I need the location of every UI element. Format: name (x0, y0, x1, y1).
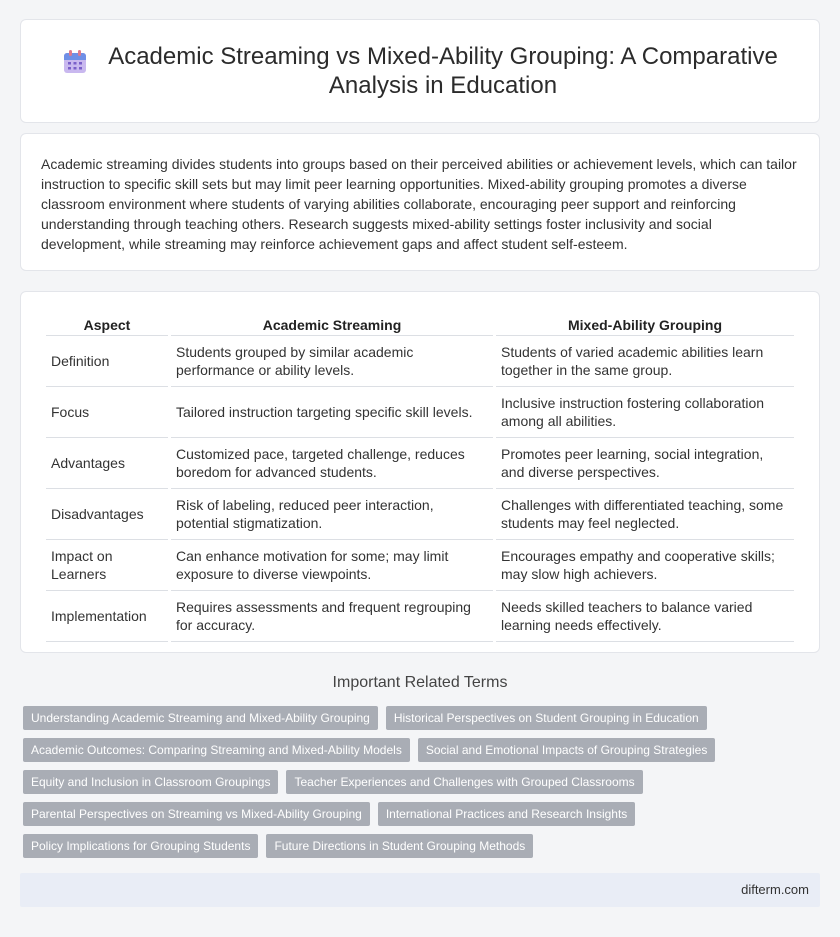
table-header-row (46, 313, 794, 336)
intro-text: Academic streaming divides students into groups based on their perceived abilities or achievement levels, which can tailor instruction to specific skill sets but may limit peer learning opportunities. Mixed-ability grouping promotes a diverse classroom environment where students of varying abilities collaborate, encouraging peer support and reinforcing understanding through teaching others. Research suggests mixed-ability settings foster inclusivity and social development, while streaming may reinforce achievement gaps and affect student self-esteem. (41, 156, 797, 252)
footer-site-link[interactable]: difterm.com (741, 882, 809, 897)
cell-streaming: Risk of labeling, reduced peer interaction, potential stigmatization. (171, 489, 493, 540)
cell-mixed: Challenges with differentiated teaching, some students may feel neglected. (496, 489, 794, 540)
table-row (46, 540, 794, 591)
cell-aspect: Implementation (46, 591, 168, 642)
calendar-icon (61, 48, 89, 76)
cell-aspect: Disadvantages (46, 489, 168, 540)
cell-mixed: Promotes peer learning, social integration, and diverse perspectives. (496, 438, 794, 489)
cell-mixed: Needs skilled teachers to balance varied learning needs effectively. (496, 591, 794, 642)
related-term-tag[interactable]: Future Directions in Student Grouping Methods (266, 834, 533, 858)
cell-aspect: Definition (46, 336, 168, 387)
comparison-table-card (20, 291, 820, 653)
cell-streaming: Requires assessments and frequent regrouping for accuracy. (171, 591, 493, 642)
cell-mixed: Inclusive instruction fostering collaboration among all abilities. (496, 387, 794, 438)
cell-mixed: Encourages empathy and cooperative skills; may slow high achievers. (496, 540, 794, 591)
related-term-tag[interactable]: International Practices and Research Insights (378, 802, 635, 826)
comparison-table (43, 313, 797, 642)
table-row (46, 591, 794, 642)
cell-mixed: Students of varied academic abilities learn together in the same group. (496, 336, 794, 387)
cell-aspect: Advantages (46, 438, 168, 489)
related-term-tag[interactable]: Historical Perspectives on Student Grouping in Education (386, 706, 707, 730)
footer (20, 873, 820, 907)
header-aspect: Aspect (46, 313, 168, 336)
related-term-tag[interactable]: Teacher Experiences and Challenges with Grouped Classrooms (286, 770, 642, 794)
header-card (20, 19, 820, 123)
related-term-tag[interactable]: Understanding Academic Streaming and Mixed-Ability Grouping (23, 706, 378, 730)
related-term-tag[interactable]: Academic Outcomes: Comparing Streaming and Mixed-Ability Models (23, 738, 410, 762)
cell-streaming: Students grouped by similar academic performance or ability levels. (171, 336, 493, 387)
related-term-tag[interactable]: Equity and Inclusion in Classroom Groupings (23, 770, 278, 794)
related-term-tag[interactable]: Parental Perspectives on Streaming vs Mixed-Ability Grouping (23, 802, 370, 826)
table-row (46, 489, 794, 540)
table-row (46, 387, 794, 438)
related-terms-list (23, 706, 823, 866)
intro-card (20, 133, 820, 271)
cell-streaming: Can enhance motivation for some; may limit exposure to diverse viewpoints. (171, 540, 493, 591)
cell-streaming: Customized pace, targeted challenge, reduces boredom for advanced students. (171, 438, 493, 489)
related-term-tag[interactable]: Policy Implications for Grouping Students (23, 834, 258, 858)
cell-aspect: Impact on Learners (46, 540, 168, 591)
header-academic-streaming: Academic Streaming (171, 313, 493, 336)
cell-streaming: Tailored instruction targeting specific skill levels. (171, 387, 493, 438)
related-terms-title: Important Related Terms (332, 674, 508, 691)
page-title: Academic Streaming vs Mixed-Ability Grouping: A Comparative Analysis in Education (108, 43, 778, 99)
table-row (46, 438, 794, 489)
header-mixed-ability: Mixed-Ability Grouping (496, 313, 794, 336)
table-row (46, 336, 794, 387)
related-term-tag[interactable]: Social and Emotional Impacts of Grouping Strategies (418, 738, 715, 762)
cell-aspect: Focus (46, 387, 168, 438)
